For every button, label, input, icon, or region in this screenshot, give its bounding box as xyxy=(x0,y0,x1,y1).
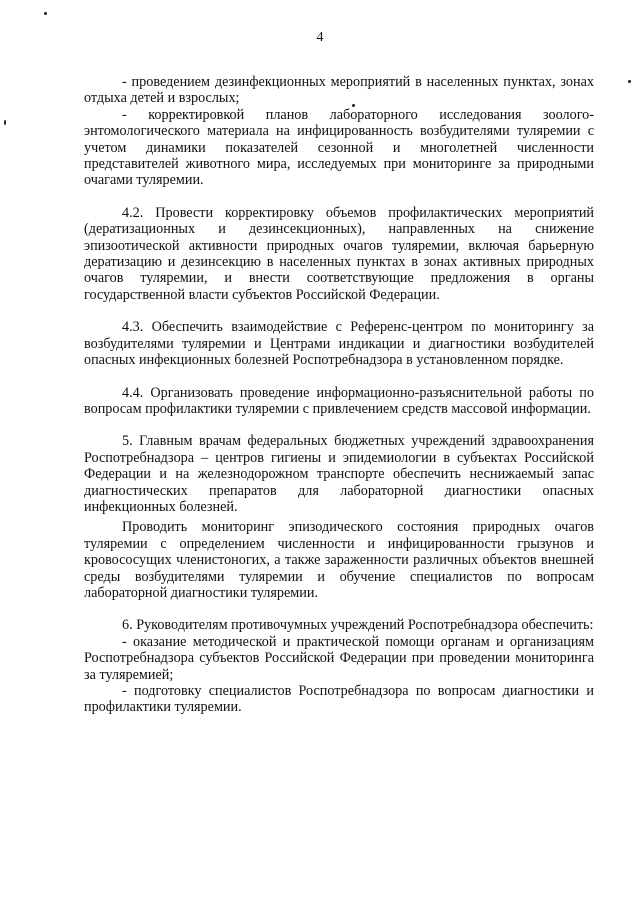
page-number: 4 xyxy=(316,30,324,45)
paragraph-disinfection: - проведением дезинфекционных мероприятий в населенных пунктах, зонах отдыха детей и взрослых; xyxy=(84,74,594,107)
paragraph-4-3: 4.3. Обеспечить взаимодействие с Референс-центром по мониторингу за возбудителями туляремии и Центрами индикации и диагностики возбудителей опасных инфекционных болезней Роспотребнадзора в установленном порядке. xyxy=(84,319,594,369)
scan-speck xyxy=(4,120,6,125)
paragraph-methodical-help: - оказание методической и практической помощи органам и организациям Роспотребнадзора субъектов Российской Федерации при проведении мониторинга за туляремией; xyxy=(84,633,594,683)
paragraph-5: 5. Главным врачам федеральных бюджетных учреждений здравоохранения Роспотребнадзора – центров гигиены и эпидемиологии в субъектах Российской Федерации и на железнодорожном транспорте обеспечить неснижаемый запас диагностических препаратов для лабораторной диагностики опасных инфекционных болезней. xyxy=(84,433,594,515)
document-body xyxy=(84,74,594,716)
paragraph-monitoring: Проводить мониторинг эпизодического состояния природных очагов туляремии с определением численности и инфицированности грызунов и кровососущих членистоногих, а также зараженности различных объектов внешней среды возбудителями туляремии и обучение специалистов по вопросам лабораторной диагностики туляремии. xyxy=(84,519,594,601)
paragraph-4-4: 4.4. Организовать проведение информационно-разъяснительной работы по вопросам профилактики туляремии с привлечением средств массовой информации. xyxy=(84,384,594,417)
paragraph-4-2: 4.2. Провести корректировку объемов профилактических мероприятий (дератизационных и дезинсекционных), направленных на снижение эпизоотической активности природных очагов туляремии, включая барьерную дератизацию и дезинсекцию в населенных пунктах в зонах активных природных очагов туляремии, и внести соответствующие предложения в органы государственной власти субъектов Российской Федерации. xyxy=(84,204,594,303)
paragraph-training: - подготовку специалистов Роспотребнадзора по вопросам диагностики и профилактики туляремии. xyxy=(84,683,594,716)
paragraph-6: 6. Руководителям противочумных учреждений Роспотребнадзора обеспечить: xyxy=(122,617,594,634)
scan-speck xyxy=(628,80,631,83)
scan-speck xyxy=(44,12,47,15)
paragraph-lab-planning: - корректировкой планов лабораторного исследования зоолого-энтомологического материала на инфицированность возбудителями туляремии с учетом динамики показателей сезонной и многолетней численности представителей животного мира, исследуемых при мониторинге за природными очагами туляремии. xyxy=(84,106,594,189)
scan-speck xyxy=(352,104,355,107)
